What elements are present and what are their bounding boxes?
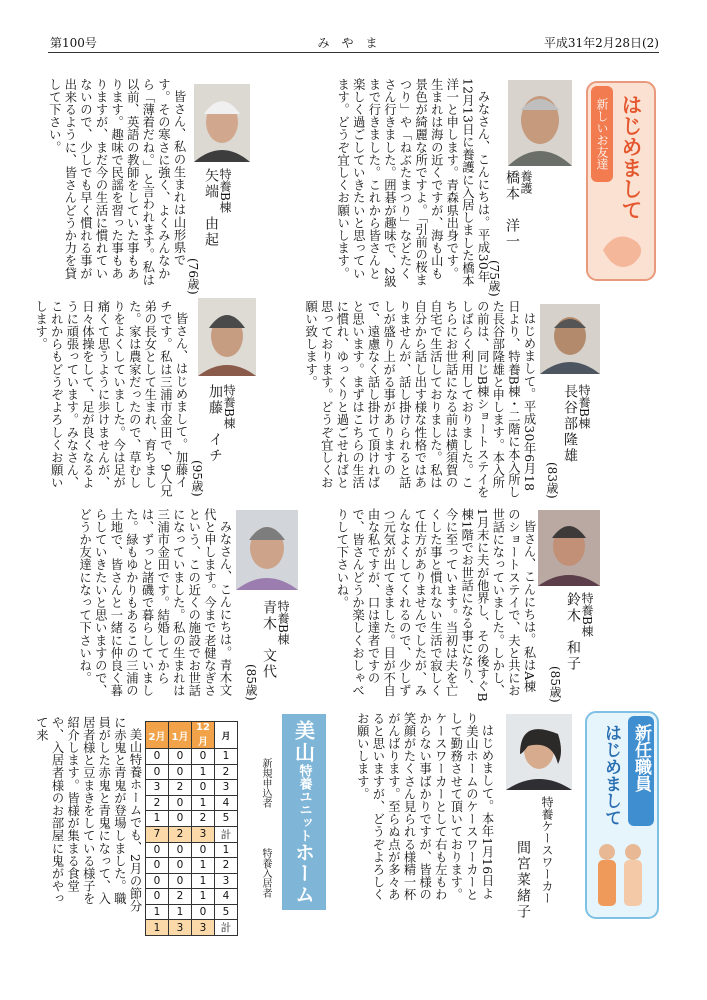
col-header: 1月	[169, 722, 192, 749]
new-staff-small-label: 新任職員	[631, 724, 651, 792]
stats-cell: 1	[215, 842, 238, 858]
stats-cell: 0	[146, 749, 169, 765]
stats-cell: 7	[146, 826, 169, 842]
stats-cell: 0	[146, 873, 169, 889]
issue-number: 第100号	[50, 36, 97, 50]
portrait-mamiya	[506, 714, 572, 790]
stats-cell: 0	[146, 764, 169, 780]
person-age: (95歳)	[190, 460, 204, 497]
unit-label: 養護	[519, 170, 533, 194]
stats-row	[146, 811, 238, 827]
person-name: 矢端 由起	[203, 168, 219, 248]
stats-cell: 5	[215, 904, 238, 920]
stats-cell: 0	[192, 904, 215, 920]
stats-cell: 計	[215, 826, 238, 842]
stats-cell: 1	[192, 858, 215, 874]
stats-cell: 1	[215, 749, 238, 765]
portrait-hashimoto	[508, 80, 572, 166]
portrait-kato	[198, 298, 256, 376]
stats-row	[146, 842, 238, 858]
stats-cell: 4	[215, 795, 238, 811]
stats-cell: 0	[192, 842, 215, 858]
stats-cell: 0	[146, 842, 169, 858]
group-label-residents: 特養入居者	[260, 848, 271, 898]
stats-row	[146, 764, 238, 780]
stats-cell: 0	[146, 858, 169, 874]
profile-name-yabata	[204, 168, 232, 288]
stats-cell: 3	[215, 780, 238, 796]
stats-cell: 0	[169, 811, 192, 827]
person-age: (76歳)	[186, 258, 200, 295]
stats-row	[146, 873, 238, 889]
new-staff-text: はじめまして。本年1月16日より美山ホームのケースワーカーとして勤務させて頂いております。ケースワーカーとして右も左もわからない事ばかりですが、皆様の笑顔がたくさん見られる様精一杯がんばります。至らぬ点が多々あると思いますが、どうぞよろしくお願いします。	[355, 712, 494, 901]
admission-stats-table	[145, 721, 238, 936]
issue-date: 平成31年2月28日(2)	[543, 36, 659, 50]
stats-cell: 2	[215, 764, 238, 780]
portrait-suzuki	[538, 510, 600, 586]
newsletter-title: みやま	[317, 36, 390, 50]
profile-text-hasebe: はじめまして。平成30年6月18日より、特養B棟・二階に本入所した長谷部隆雄と申します。本入所の前は、同じB棟ショートステイをしばらく利用しておりました。こちらにお世話になる前は横須賀の自宅で生活しておりました。私は自分から話し出す様な性格ではありませんが、話し掛けられると話しが盛り上がる事がありますので、遠慮なく話し掛けて頂ければと思います。まずはこちらの生活に慣れ、ゆっくりと過ごせればと思っております。どうぞ宜しくお願い致します。	[303, 300, 536, 499]
stats-cell: 3	[192, 826, 215, 842]
profile-name-aoki	[262, 600, 290, 710]
stats-cell: 3	[215, 873, 238, 889]
profile-name-suzuki	[566, 592, 594, 702]
stats-cell: 0	[169, 842, 192, 858]
banner-line-3: ホーム	[291, 841, 316, 905]
stats-cell: 0	[169, 795, 192, 811]
new-staff-main-label: はじめまして	[601, 724, 621, 826]
stats-cell: 3	[169, 920, 192, 936]
new-friends-title-badge	[585, 80, 657, 282]
profile-name-kato	[208, 384, 236, 504]
stats-cell: 0	[169, 873, 192, 889]
stats-cell: 4	[215, 889, 238, 905]
miyama-tokuyo-banner	[282, 714, 326, 910]
stats-cell: 1	[146, 811, 169, 827]
person-age: (85歳)	[244, 664, 258, 701]
stats-cell: 1	[146, 920, 169, 936]
stats-cell: 1	[192, 873, 215, 889]
group-label-applicants: 新規申込者	[260, 758, 271, 808]
stats-cell: 1	[146, 904, 169, 920]
profile-text-aoki: みなさん、こんにちは。青木文代と申します。今まで老健なぎさという、この近くの施設でお世話になっていました。私の生まれは三浦市金田です。結婚してからは、ずっと諸磯で暮らしていました。緑もゆかりもあるこの三浦の土地で、皆さんと一緒に仲良く暮らしていきたいと思いますので、どうか友達になって下さいね。	[77, 508, 232, 697]
person-age: (85歳)	[548, 666, 562, 703]
profile-text-suzuki: 皆さん、こんにちは。私はA棟のショートステイで、夫と共にお世話になっていました。しかし、1月末に夫が他界し、その後すぐB棟1階でお世話になる事になり、今に至っています。当初は夫を亡くした事と慣れない生活で寂しくて仕方がありませんでしたが、みんなよくしてくれるので、少しずつ元気が出てきました。目が不自由な私ですが、口は達者ですので、皆さんどうか楽しくおしゃべりして下さいね。	[334, 508, 536, 702]
person-name: 橋本 洋一	[504, 170, 520, 250]
setsubun-text: 美山特養ホームでも、2月の節分に赤鬼と青鬼が登場しました。職員がした赤鬼と青鬼になって、入居者様と豆まきをしている様子を紹介します。皆様が集まる食堂や、入居者様のお部屋に鬼がやって来	[34, 716, 142, 913]
unit-label: 特養B棟	[580, 592, 594, 637]
stats-cell: 1	[192, 795, 215, 811]
stats-cell: 1	[169, 904, 192, 920]
unit-label: 特養B棟	[276, 600, 290, 645]
new-staff-title-badge	[584, 710, 660, 920]
stats-row	[146, 826, 238, 842]
col-header: 月	[215, 722, 238, 749]
person-name: 長谷部隆雄	[562, 384, 578, 464]
stats-row	[146, 780, 238, 796]
portrait-hasebe	[540, 304, 600, 374]
unit-label: 特養B棟	[577, 384, 591, 429]
profile-text-hashimoto: みなさん、こんにちは。平成30年12月13日に養護に入居しました橋本洋一と申します。青森県出身です。生まれは海の近くですが、海も山も景色が綺麗な所ですよ。「引前の桜まつり」や「ねぶたまつり」などたくさん行きました。囲碁が趣味で、2級まで行きました。これから皆さんと楽しく過ごしていきたいと思っています。どうぞ宜しくお願いします。	[335, 78, 490, 288]
stats-cell: 2	[169, 889, 192, 905]
stats-cell: 2	[169, 780, 192, 796]
newsletter-header	[48, 30, 659, 53]
stats-cell: 3	[146, 780, 169, 796]
person-name: 青木 文代	[261, 600, 277, 680]
portrait-yabata	[194, 84, 250, 162]
stats-cell: 0	[169, 858, 192, 874]
stats-cell: 2	[192, 811, 215, 827]
staff-title-mamiya: 特養ケースワーカー	[540, 796, 554, 904]
stats-row	[146, 920, 238, 936]
stats-row	[146, 795, 238, 811]
profile-name-hashimoto	[505, 170, 533, 290]
stats-cell: 1	[192, 764, 215, 780]
unit-label: 特養B棟	[222, 384, 236, 429]
staff-name-mamiya: 間宮菜緒子	[515, 840, 531, 920]
unit-label: 特養B棟	[218, 168, 232, 213]
banner-line-1: 美山	[291, 719, 316, 764]
stats-row	[146, 904, 238, 920]
stats-cell: 計	[215, 920, 238, 936]
person-name: 鈴木 和子	[565, 592, 581, 672]
stats-cell: 2	[146, 795, 169, 811]
col-header: 2月	[146, 722, 169, 749]
profile-name-hasebe	[563, 384, 591, 504]
stats-cell: 5	[215, 811, 238, 827]
person-name: 加藤 イチ	[207, 384, 223, 464]
stats-cell: 0	[192, 749, 215, 765]
new-friends-small-label: 新しいお友達	[595, 98, 609, 170]
stats-row	[146, 889, 238, 905]
portrait-aoki	[236, 510, 298, 590]
stats-cell: 0	[192, 780, 215, 796]
col-header: 12月	[192, 722, 215, 749]
stats-cell: 2	[215, 858, 238, 874]
stats-cell: 1	[192, 889, 215, 905]
stats-cell: 0	[169, 764, 192, 780]
stats-cell: 2	[169, 826, 192, 842]
new-friends-main-label: はじめまして	[619, 94, 643, 220]
person-age: (75歳)	[487, 260, 501, 297]
stats-cell: 3	[192, 920, 215, 936]
stats-cell: 0	[169, 749, 192, 765]
profile-text-kato: 皆さん、はじめまして。加藤イチです。私は三浦市金田で、9人兄弟の長女として生まれ、育ちました。家は農家だったので、草むしりをよくしていました。今は足が痛くて思うように歩けませんが、日々体操をして、足が良くなるように頑張っています。みなさん、これからもどうぞよろしくお願いします。	[33, 300, 188, 498]
stats-cell: 0	[146, 889, 169, 905]
stats-row	[146, 858, 238, 874]
person-age: (83歳)	[545, 462, 559, 499]
banner-line-2: 特養ユニット	[296, 763, 312, 842]
stats-row	[146, 749, 238, 765]
profile-text-yabata: 皆さん、私の生まれは山形県です。その寒さに強く、よくみんなから「薄着だね。」と言われます。私は以前、英語の教師をしていた事もあります。趣味で民謡を習った事もありますが、まだ今の生活に慣れていないので、少しでも早く慣れる事が出来るように、皆さんどうか力を貸して下さい。	[47, 78, 186, 287]
